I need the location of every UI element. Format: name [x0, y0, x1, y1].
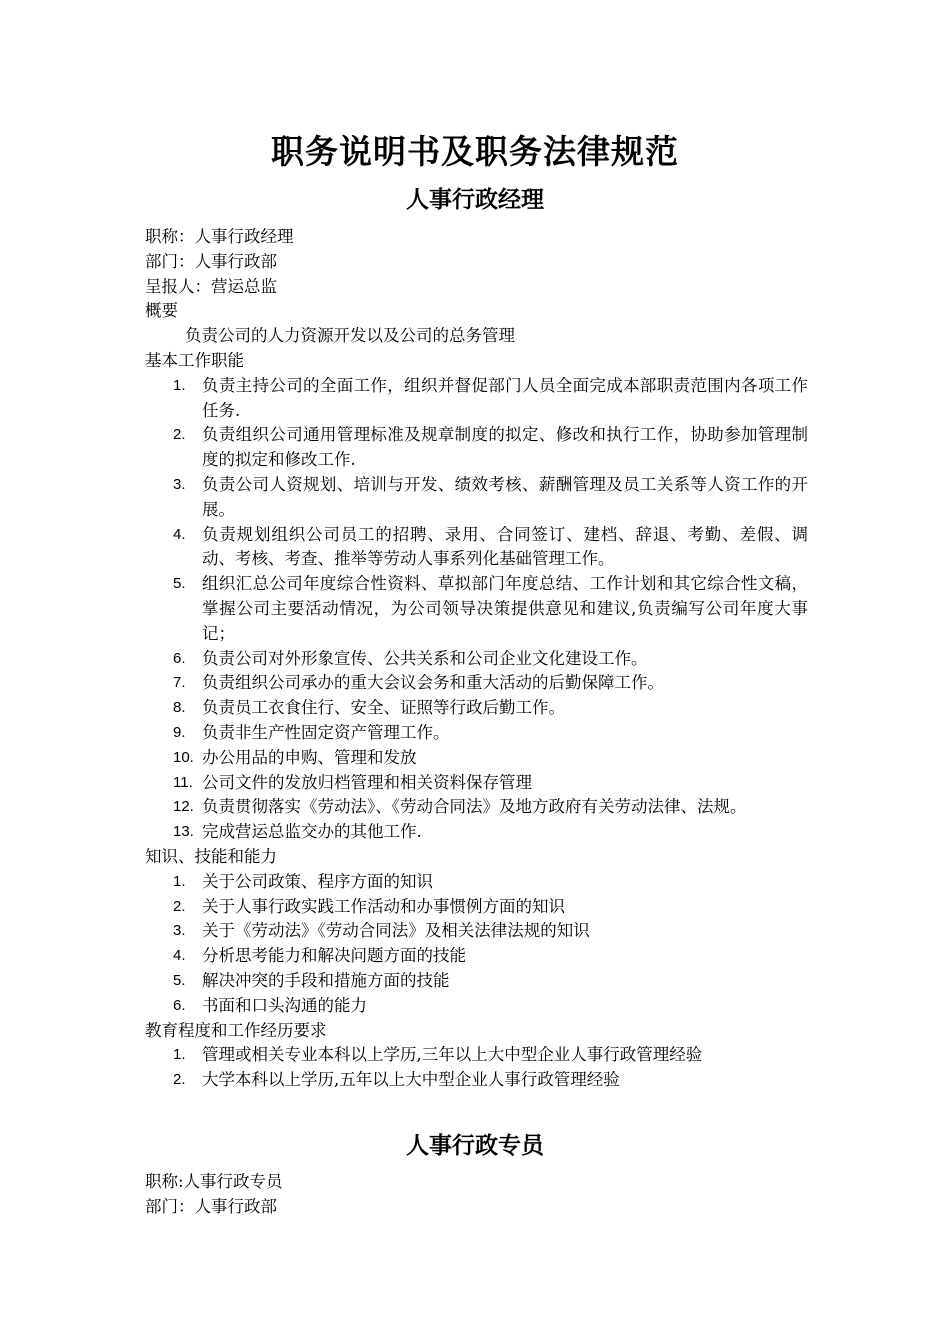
field-job-title: 职称：人事行政经理 [145, 227, 294, 246]
list-item-text: 负责公司对外形象宣传、公共关系和公司企业文化建设工作。 [202, 648, 648, 668]
list-item [145, 994, 810, 1019]
education-list [145, 1043, 810, 1093]
field-department: 部门：人事行政部 [145, 1196, 277, 1216]
list-number: 1. [173, 376, 186, 394]
list-item [145, 746, 810, 771]
list-item-text: 负责组织公司承办的重大会议会务和重大活动的后勤保障工作。 [202, 673, 664, 693]
list-item-text: 管理或相关专业本科以上学历,三年以上大中型企业人事行政管理经验 [202, 1045, 703, 1065]
list-number: 11. [173, 773, 193, 791]
list-number: 5. [173, 971, 186, 989]
list-item [145, 374, 810, 424]
list-number: 8. [173, 699, 186, 717]
specialist-info-block [145, 1170, 810, 1220]
skills-list [145, 870, 810, 1019]
list-item [145, 473, 810, 523]
duties-label: 基本工作职能 [145, 350, 244, 370]
list-number: 2. [173, 1071, 186, 1089]
list-item-text: 书面和口头沟通的能力 [202, 995, 367, 1015]
list-number: 6. [173, 649, 186, 667]
list-item-text: 解决冲突的手段和措施方面的技能 [202, 970, 450, 990]
list-number: 1. [173, 872, 186, 890]
list-number: 2. [173, 426, 186, 444]
list-item [145, 944, 810, 969]
education-label: 教育程度和工作经历要求 [145, 1020, 327, 1040]
list-item [145, 895, 810, 920]
field-reports-to: 呈报人：营运总监 [145, 276, 277, 296]
list-item-text: 完成营运总监交办的其他工作. [202, 822, 422, 842]
list-item-text: 负责组织公司通用管理标准及规章制度的拟定、修改和执行工作，协助参加管理制度的拟定和修改工作. [202, 425, 808, 470]
list-item [145, 771, 810, 796]
list-number: 3. [173, 922, 186, 940]
list-number: 2. [173, 897, 186, 915]
list-item-text: 负责规划组织公司员工的招聘、录用、合同签订、建档、辞退、考勤、差假、调动、考核、考查、推举等劳动人事系列化基础管理工作。 [202, 524, 808, 569]
summary-text: 负责公司的人力资源开发以及公司的总务管理 [185, 326, 515, 346]
field-department: 部门：人事行政部 [145, 251, 277, 271]
list-item-text: 关于公司政策、程序方面的知识 [202, 871, 433, 891]
list-number: 4. [173, 525, 186, 543]
list-number: 12. [173, 798, 194, 816]
list-item-text: 组织汇总公司年度综合性资料、草拟部门年度总结、工作计划和其它综合性文稿，掌握公司主要活动情况，为公司领导决策提供意见和建议,负责编写公司年度大事记； [202, 574, 808, 643]
list-number: 10. [173, 748, 194, 766]
list-item [145, 696, 810, 721]
list-item-text: 负责公司人资规划、培训与开发、绩效考核、薪酬管理及员工关系等人资工作的开展。 [202, 474, 808, 519]
list-item-text: 办公用品的申购、管理和发放 [202, 747, 417, 767]
list-item-text: 分析思考能力和解决问题方面的技能 [202, 946, 466, 966]
list-item-text: 负责贯彻落实《劳动法》、《劳动合同法》及地方政府有关劳动法律、法规。 [202, 797, 747, 817]
list-item [145, 423, 810, 473]
duties-list [145, 374, 810, 845]
document-title: 职务说明书及职务法律规范 [271, 132, 679, 171]
list-item-text: 大学本科以上学历,五年以上大中型企业人事行政管理经验 [202, 1070, 620, 1090]
list-item-text: 关于人事行政实践工作活动和办事惯例方面的知识 [202, 896, 565, 916]
list-item [145, 671, 810, 696]
field-job-title: 职称:人事行政专员 [145, 1172, 283, 1191]
list-item [145, 919, 810, 944]
list-item-text: 公司文件的发放归档管理和相关资料保存管理 [202, 772, 532, 792]
skills-label: 知识、技能和能力 [145, 846, 277, 866]
list-item-text: 负责主持公司的全面工作，组织并督促部门人员全面完成本部职责范围内各项工作任务. [202, 375, 808, 420]
summary-label: 概要 [145, 301, 178, 321]
list-item [145, 647, 810, 672]
list-item [145, 572, 810, 646]
manager-info-block [145, 225, 810, 1093]
list-item-text: 负责员工衣食住行、安全、证照等行政后勤工作。 [202, 698, 565, 718]
list-item [145, 1068, 810, 1093]
list-item [145, 1043, 810, 1068]
list-item [145, 523, 810, 573]
list-item [145, 820, 810, 845]
section-heading-hr-admin-manager: 人事行政经理 [406, 186, 544, 213]
list-item [145, 969, 810, 994]
list-number: 3. [173, 475, 186, 493]
list-number: 6. [173, 996, 186, 1014]
list-number: 7. [173, 674, 186, 692]
list-number: 4. [173, 947, 186, 965]
list-number: 13. [173, 823, 194, 841]
list-item [145, 870, 810, 895]
list-item [145, 721, 810, 746]
list-item [145, 795, 810, 820]
section-heading-hr-admin-specialist: 人事行政专员 [406, 1132, 544, 1159]
list-number: 1. [173, 1046, 186, 1064]
list-number: 9. [173, 723, 186, 741]
list-number: 5. [173, 575, 186, 593]
list-item-text: 关于《劳动法》《劳动合同法》及相关法律法规的知识 [202, 921, 590, 941]
list-item-text: 负责非生产性固定资产管理工作。 [202, 722, 450, 742]
